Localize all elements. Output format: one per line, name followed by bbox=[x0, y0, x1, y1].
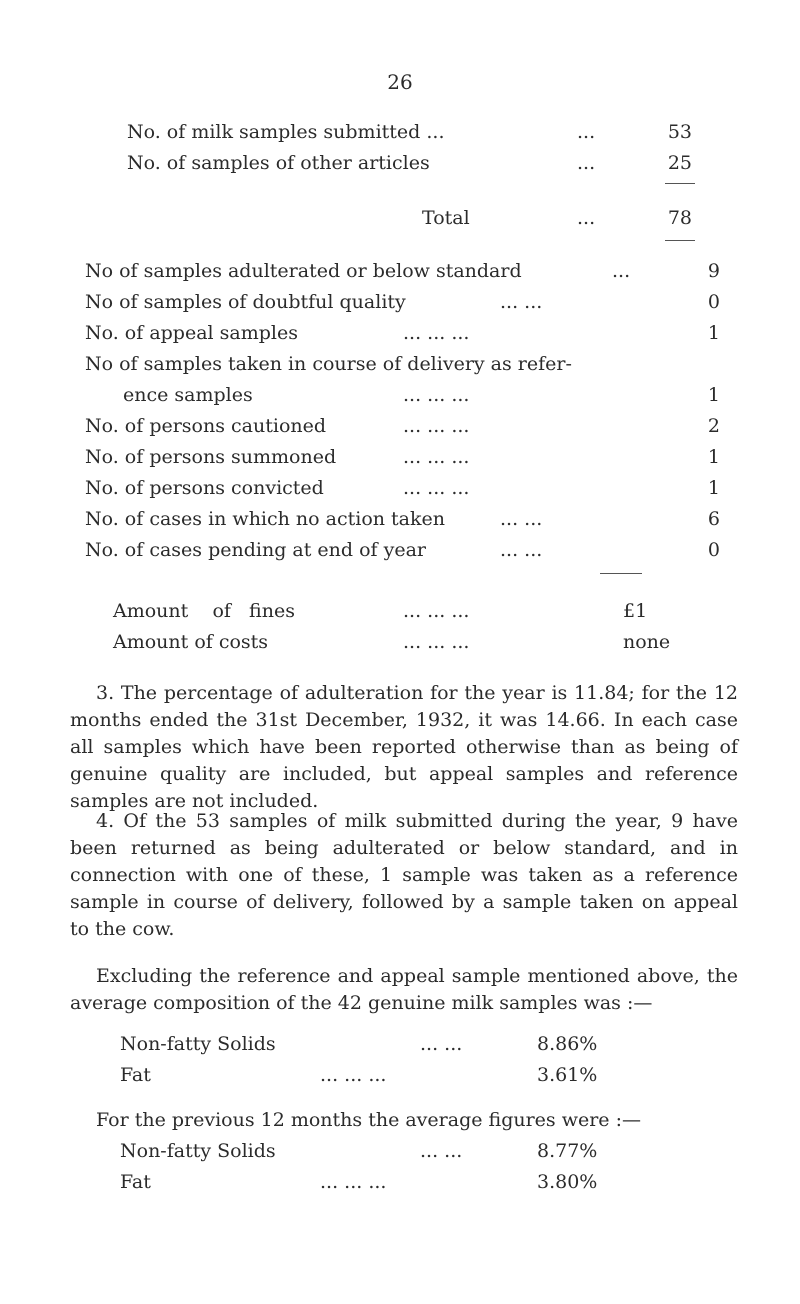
row-dots: ... ... ... bbox=[403, 600, 470, 622]
row-value: £1 bbox=[623, 600, 648, 622]
row-value: 2 bbox=[707, 415, 720, 437]
paragraph-3 bbox=[70, 680, 738, 815]
divider bbox=[600, 573, 642, 574]
row-label: Amount of fines bbox=[113, 600, 295, 622]
row-value: 3.80% bbox=[537, 1171, 598, 1193]
row-label: No. of cases pending at end of year bbox=[85, 539, 426, 561]
row-label: No. of appeal samples bbox=[85, 322, 298, 344]
row-label: Fat bbox=[120, 1171, 151, 1193]
row-dots: ... ... bbox=[500, 508, 543, 530]
row-value: 25 bbox=[667, 152, 692, 174]
total-value: 78 bbox=[667, 207, 692, 229]
row-value: 6 bbox=[707, 508, 720, 530]
row-value: 0 bbox=[707, 539, 720, 561]
row-dots: ... ... bbox=[420, 1140, 463, 1162]
row-dots: ... bbox=[577, 152, 596, 174]
paragraph-5 bbox=[70, 963, 738, 1017]
total-label: Total bbox=[422, 207, 470, 229]
row-value: 8.86% bbox=[537, 1033, 598, 1055]
row-value: 8.77% bbox=[537, 1140, 598, 1162]
row-value: 1 bbox=[707, 384, 720, 406]
row-label: No of samples taken in course of delivery as refer- bbox=[85, 353, 572, 375]
row-dots: ... bbox=[577, 121, 596, 143]
page-number: 26 bbox=[387, 70, 413, 94]
row-dots: ... ... ... bbox=[403, 384, 470, 406]
row-dots: ... ... ... bbox=[403, 322, 470, 344]
row-label: No of samples adulterated or below standard bbox=[85, 260, 522, 282]
row-label: Non-fatty Solids bbox=[120, 1033, 276, 1055]
paragraph-text: Excluding the reference and appeal sample mentioned above, the average composition of the 42 genuine milk samples was :— bbox=[70, 965, 738, 1014]
previous-intro bbox=[96, 1111, 641, 1130]
row-dots: ... ... ... bbox=[403, 415, 470, 437]
row-dots: ... ... ... bbox=[320, 1064, 387, 1086]
row-value: none bbox=[623, 631, 671, 653]
row-label: Amount of costs bbox=[113, 631, 269, 653]
previous-intro-text: For the previous 12 months the average figures were :— bbox=[96, 1109, 641, 1131]
row-label: No. of milk samples submitted ... bbox=[127, 121, 445, 143]
row-dots: ... ... ... bbox=[403, 631, 470, 653]
row-dots: ... ... bbox=[500, 291, 543, 313]
row-value: 3.61% bbox=[537, 1064, 598, 1086]
row-dots: ... bbox=[612, 260, 631, 282]
row-dots: ... ... ... bbox=[403, 477, 470, 499]
paragraph-text: 4. Of the 53 samples of milk submitted during the year, 9 have been returned as being adulterated or below standard, and in connection with one of these, 1 sample was taken as a reference sample in course of delivery, followed by a sample taken on appeal to the cow. bbox=[70, 810, 738, 940]
row-label: No. of persons cautioned bbox=[85, 415, 327, 437]
paragraph-4 bbox=[70, 808, 738, 943]
row-value: 53 bbox=[667, 121, 692, 143]
divider bbox=[665, 240, 695, 241]
row-label: No of samples of doubtful quality bbox=[85, 291, 406, 313]
row-label: No. of samples of other articles bbox=[127, 152, 430, 174]
row-label: No. of persons convicted bbox=[85, 477, 324, 499]
row-label: Fat bbox=[120, 1064, 151, 1086]
row-label: Non-fatty Solids bbox=[120, 1140, 276, 1162]
row-dots: ... bbox=[577, 207, 596, 229]
row-dots: ... ... ... bbox=[403, 446, 470, 468]
paragraph-text: 3. The percentage of adulteration for the year is 11.84; for the 12 months ended the 31st December, 1932, it was 14.66. In each case all samples which have been reported otherwise than as being of genuine quality are included, but appeal samples and reference samples are not included. bbox=[70, 682, 738, 812]
row-dots: ... ... ... bbox=[320, 1171, 387, 1193]
row-dots: ... ... bbox=[500, 539, 543, 561]
row-label: ence samples bbox=[123, 384, 253, 406]
row-value: 0 bbox=[707, 291, 720, 313]
row-label: No. of persons summoned bbox=[85, 446, 337, 468]
row-value: 1 bbox=[707, 446, 720, 468]
divider bbox=[665, 183, 695, 184]
row-dots: ... ... bbox=[420, 1033, 463, 1055]
row-value: 1 bbox=[707, 322, 720, 344]
row-label: No. of cases in which no action taken bbox=[85, 508, 445, 530]
row-value: 1 bbox=[707, 477, 720, 499]
row-value: 9 bbox=[707, 260, 720, 282]
